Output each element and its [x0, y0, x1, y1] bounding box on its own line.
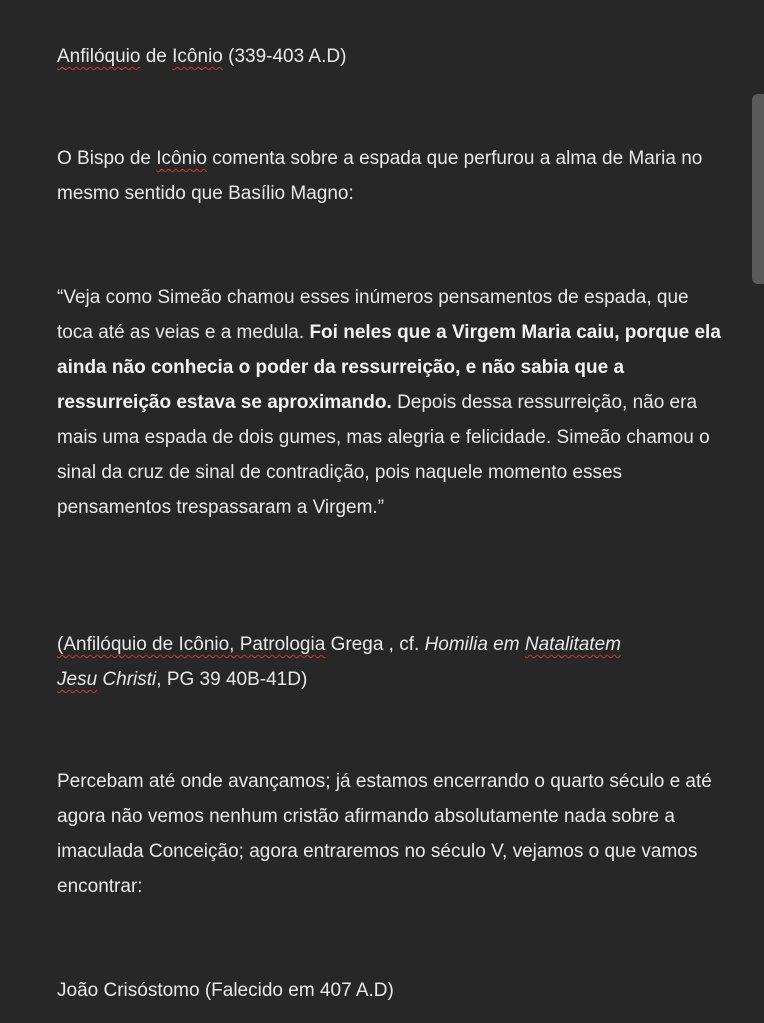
quote-bold-text: Foi neles que a Virgem Maria caiu, porque ela ainda não conhecia o poder da ressurreição, e não sabia que a ressurreição estava se aproximando.	[57, 322, 721, 413]
quote-paragraph	[57, 280, 722, 525]
citation-grega: Grega , cf.	[325, 634, 425, 655]
intro-paragraph	[57, 141, 722, 211]
quote-text-start: “Veja como Simeão chamou esses inúmeros pensamentos de espada, que toca até as veias e a medula.	[57, 287, 689, 343]
heading-of: de	[140, 46, 173, 67]
citation-paragraph	[57, 627, 722, 697]
section-heading-anfiloquio	[57, 39, 722, 74]
citation-title-c: Jesu	[57, 669, 98, 690]
author-name: Anfilóquio	[57, 46, 141, 67]
section-heading-joao: João Crisóstomo (Falecido em 407 A.D)	[57, 980, 394, 1001]
quote-text-end: Depois dessa ressurreição, não era mais uma espada de dois gumes, mas alegria e felicidade. Simeão chamou o sinal da cruz de sinal de contradição, pois naquele momento esses pensamentos trespassaram a Virgem.”	[57, 392, 710, 518]
intro-text-start: O Bispo de	[57, 148, 157, 169]
scrollbar-thumb[interactable]	[752, 94, 764, 284]
commentary-paragraph: Percebam até onde avançamos; já estamos encerrando o quarto século e até agora não vemos nenhum cristão afirmando absolutamente nada sobre a imaculada Conceição; agora entraremos no século V, vejamos o que vamos encontrar:	[57, 771, 712, 897]
citation-title-b: Natalitatem	[524, 634, 621, 655]
citation-source: (Anfilóquio de Icônio, Patrologia	[57, 634, 326, 655]
citation-title-d: Christi	[97, 669, 157, 690]
citation-ref: , PG 39 40B-41D)	[156, 669, 308, 690]
intro-city: Icônio	[156, 148, 207, 169]
intro-text-end: comenta sobre a espada que perfurou a alma de Maria no mesmo sentido que Basílio Magno:	[57, 148, 703, 204]
citation-title-a: Homilia em	[424, 634, 525, 655]
city-name: Icônio	[172, 46, 223, 67]
heading-dates: (339-403 A.D)	[222, 46, 347, 67]
